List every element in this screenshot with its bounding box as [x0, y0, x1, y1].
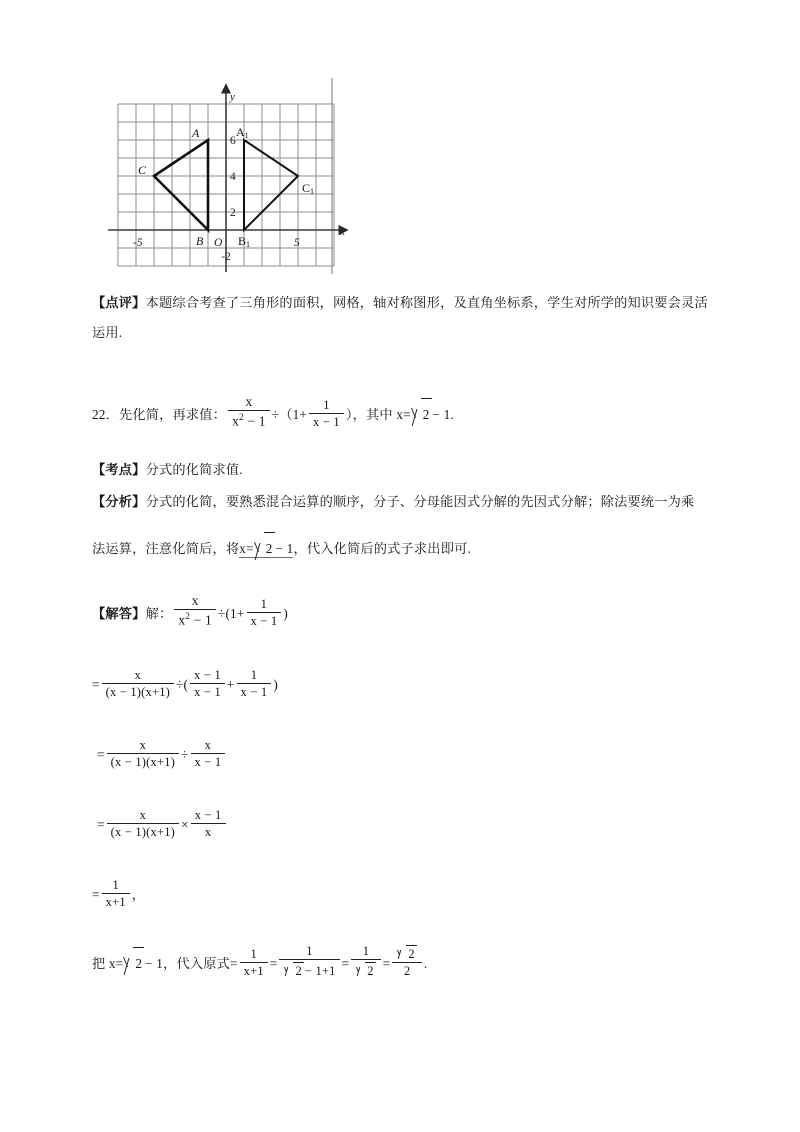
solution-step-5	[92, 878, 145, 910]
equals-sign-2: =	[341, 956, 350, 972]
fraction-numerator: 1	[102, 878, 130, 894]
final-substitution	[109, 956, 163, 971]
final-term-2	[279, 944, 339, 978]
fraction-numerator: x	[191, 738, 226, 754]
final-lead: 把	[92, 956, 109, 972]
fraction-denominator: (x − 1)(x+1)	[105, 685, 171, 699]
tick-y-neg2: -2	[221, 251, 231, 263]
step4-right-fraction	[191, 808, 226, 839]
fenxi-line-1	[92, 487, 694, 517]
sub-prefix: x=	[108, 956, 124, 972]
fraction-denominator: 2	[403, 964, 411, 978]
radicand: 2	[367, 964, 374, 978]
point-label-b: B	[196, 234, 204, 248]
equals-sign-1: =	[269, 956, 278, 972]
paren-close: ）	[345, 406, 353, 422]
paren-close: )	[273, 677, 278, 693]
divide-operator: ÷	[271, 406, 280, 422]
fraction-numerator	[392, 944, 421, 963]
sub-tail: − 1	[275, 541, 294, 556]
sqrt-symbol	[397, 944, 416, 961]
problem-inner-fraction	[309, 398, 344, 429]
step1-inner-fraction	[247, 597, 282, 628]
sqrt-symbol	[356, 961, 375, 978]
problem-given-prefix: 其中 x=	[366, 406, 411, 422]
fenxi-line-2	[92, 531, 471, 564]
final-term-1	[240, 947, 268, 978]
solution-final-line	[92, 944, 427, 979]
step1-main-fraction	[174, 593, 216, 628]
fraction-denominator: (x − 1)(x+1)	[110, 755, 176, 769]
solution-step-3	[97, 738, 227, 770]
solution-label: 【解答】	[92, 605, 146, 621]
equals-sign-3: =	[382, 956, 391, 972]
paren-open: (1+	[225, 605, 245, 621]
point-label-b1: B1	[238, 234, 251, 249]
fraction-numerator: 1	[240, 947, 268, 963]
divide-operator: ÷	[176, 677, 184, 693]
fraction-numerator: x	[102, 668, 174, 684]
fraction-denominator: $x^2 - 1$	[232, 412, 266, 429]
final-period: .	[423, 956, 428, 972]
comment-text: 本题综合考查了三角形的面积，网格，轴对称图形，及直角坐标系，学生对所学的知识要会灵活运用.	[92, 295, 708, 340]
fraction-numerator: 1	[279, 944, 339, 960]
final-term-4	[392, 944, 421, 978]
final-mid-text: ，代入原式=	[163, 956, 238, 972]
fraction-denominator: x − 1	[194, 755, 222, 769]
divide-operator: ÷	[218, 605, 226, 621]
tick-x-5: 5	[294, 237, 300, 249]
fraction-numerator: 1	[237, 668, 272, 684]
fraction-denominator: x − 1	[240, 685, 268, 699]
divide-operator: ÷	[181, 747, 189, 763]
problem-statement	[92, 394, 454, 430]
step2-fraction-1	[190, 668, 225, 699]
y-axis-label: y	[230, 91, 235, 103]
inner-denominator: x − 1	[250, 613, 278, 628]
multiply-operator: ×	[181, 817, 189, 833]
fraction-numerator: x	[107, 808, 179, 824]
problem-separator: ，	[352, 406, 367, 422]
sub-prefix: x=	[239, 541, 254, 556]
fraction-denominator: x+1	[105, 895, 126, 909]
paren-close: )	[283, 605, 288, 621]
radicand: 2	[408, 947, 415, 961]
inner-numerator: 1	[247, 597, 282, 613]
radicand: 2	[295, 964, 302, 978]
fraction-numerator: x	[174, 593, 216, 610]
fraction-numerator: x	[228, 394, 270, 411]
triangle-a1b1c1	[244, 140, 298, 230]
comment-paragraph	[92, 288, 714, 348]
point-label-a1: A1	[236, 125, 249, 140]
fraction-denominator: x − 1	[194, 685, 221, 699]
x-axis-label: x	[340, 226, 345, 238]
fenxi-text-line2b: ，代入化简后的式子求出即可.	[293, 541, 471, 556]
radicand: 2	[421, 398, 432, 430]
comment-label: 【点评】	[92, 295, 146, 310]
fraction-numerator: x − 1	[190, 668, 225, 684]
final-term-3	[351, 944, 380, 978]
fraction-denominator: x	[204, 825, 212, 839]
kaodian-paragraph	[92, 455, 243, 485]
kaodian-label: 【考点】	[92, 462, 146, 477]
solution-step-4	[97, 808, 228, 840]
fraction-denominator: $x^2 - 1$	[178, 611, 213, 628]
point-label-c1: C1	[302, 181, 315, 196]
fraction-numerator: x	[107, 738, 179, 754]
fraction-numerator: 1	[351, 944, 380, 960]
fenxi-text-line2a: 法运算，注意化简后，将	[92, 541, 240, 556]
sqrt-symbol	[124, 946, 144, 979]
radicand: 2	[133, 947, 144, 979]
coordinate-grid-figure	[108, 82, 348, 272]
solution-step-2	[92, 668, 278, 700]
sqrt-symbol	[255, 531, 275, 564]
sqrt-symbol	[412, 397, 432, 430]
tick-origin: O	[214, 237, 223, 249]
fraction-denominator: (x − 1)(x+1)	[110, 825, 176, 839]
problem-number: 22．	[92, 406, 119, 422]
fenxi-substitution	[239, 541, 293, 558]
step3-right-fraction	[191, 738, 226, 769]
equals-sign: =	[92, 887, 100, 903]
equals-sign: =	[97, 747, 105, 763]
step4-left-fraction	[107, 808, 179, 839]
step2-left-fraction	[102, 668, 174, 699]
kaodian-text: 分式的化简求值.	[145, 462, 243, 477]
sub-tail: − 1	[145, 956, 164, 972]
fraction-denominator: 2 − 1+1	[279, 960, 339, 978]
equals-sign: =	[92, 677, 100, 693]
fenxi-label: 【分析】	[92, 494, 146, 509]
sqrt-symbol	[284, 961, 303, 978]
point-label-c: C	[138, 163, 147, 177]
tick-x-neg5: -5	[133, 237, 143, 249]
problem-lead: 先化简，再求值：	[118, 406, 227, 422]
trailing-comma: ，	[131, 887, 146, 903]
problem-given-tail: − 1.	[432, 406, 454, 422]
triangle-abc	[154, 140, 208, 230]
step5-fraction	[102, 878, 130, 909]
tick-y-2: 2	[230, 207, 236, 219]
tick-y-6: 6	[230, 135, 236, 147]
radicand: 2	[264, 532, 275, 564]
solution-step-1	[92, 593, 288, 629]
inner-denominator: x − 1	[313, 414, 340, 429]
paren-open: (	[183, 677, 189, 693]
step3-left-fraction	[107, 738, 179, 769]
point-label-a: A	[192, 126, 200, 140]
solution-lead: 解：	[145, 605, 173, 621]
tick-y-4: 4	[230, 171, 236, 183]
fenxi-text-line1: 分式的化简，要熟悉混合运算的顺序，分子、分母能因式分解的先因式分解；除法要统一为乘	[145, 494, 695, 509]
fraction-denominator: x+1	[243, 964, 264, 978]
paren-open: （1+	[279, 406, 308, 422]
coordinate-grid-svg	[108, 82, 348, 272]
fraction-denominator	[351, 960, 380, 978]
plus-operator: +	[226, 677, 235, 693]
inner-numerator: 1	[309, 398, 344, 414]
step2-fraction-2	[237, 668, 272, 699]
equals-sign: =	[97, 817, 105, 833]
fraction-numerator: x − 1	[191, 808, 226, 824]
problem-main-fraction	[228, 394, 270, 429]
